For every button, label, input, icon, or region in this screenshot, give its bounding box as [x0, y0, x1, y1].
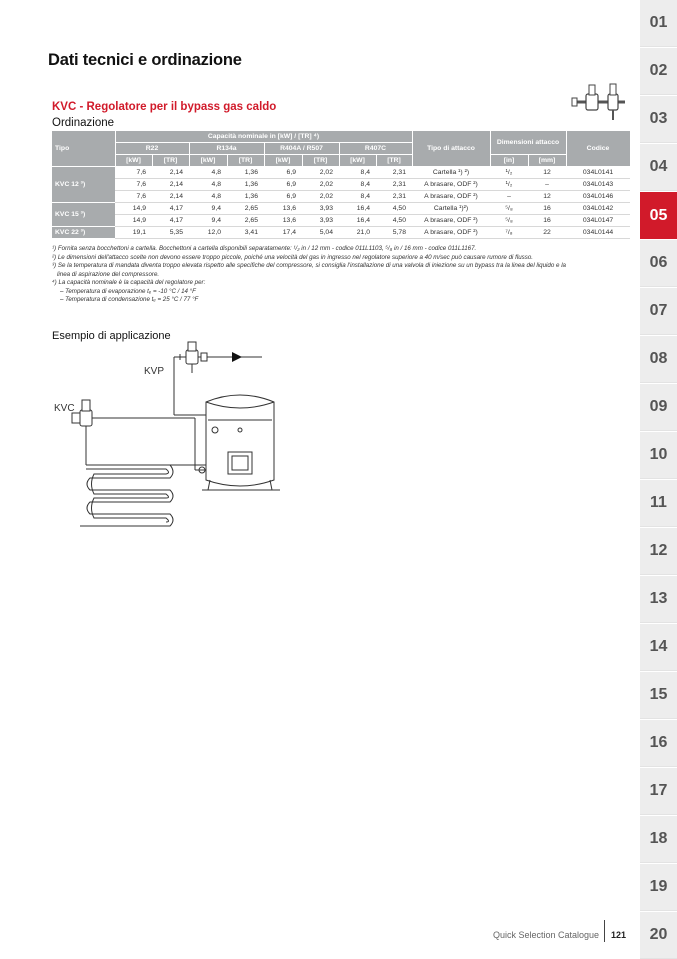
cell-mm: 12: [528, 167, 566, 179]
cell-r22-kw: 14,9: [115, 203, 152, 215]
cell-in: ⁷/₈: [490, 227, 528, 239]
type-cell: KVC 15 ³): [52, 203, 115, 227]
cell-r407c-tr: 4,50: [376, 215, 412, 227]
tab-chapter-02[interactable]: 02: [640, 48, 677, 95]
kvc-label: KVC: [54, 403, 75, 414]
cell-r134a-kw: 12,0: [189, 227, 227, 239]
cell-r134a-kw: 4,8: [189, 167, 227, 179]
cell-r404a-kw: 6,9: [264, 167, 302, 179]
footnote: ¹) Fornita senza bocchettoni a cartella. Bocchettoni a cartella disponibili separatamente: ¹/₂ in / 12 mm - codice 011L1103, ⁵/₈ in / 16 mm - codice 011L1167.: [52, 245, 477, 252]
header-attacco: Tipo di attacco: [412, 131, 490, 167]
cell-mm: 22: [528, 227, 566, 239]
tab-chapter-09[interactable]: 09: [640, 384, 677, 431]
page-number: 121: [611, 930, 627, 940]
cell-attacco: Cartella ¹)²): [412, 203, 490, 215]
cell-r407c-tr: 2,31: [376, 167, 412, 179]
product-title: KVC - Regolatore per il bypass gas caldo: [52, 101, 277, 113]
unit-kw: [kW]: [339, 155, 376, 167]
type-cell: KVC 12 ³): [52, 167, 115, 203]
footnote: linea di aspirazione del compressore.: [57, 270, 160, 278]
cell-r22-tr: 4,17: [152, 203, 189, 215]
cell-r404a-tr: 5,04: [302, 227, 339, 239]
footer-divider: [604, 920, 605, 942]
cell-r404a-kw: 13,6: [264, 215, 302, 227]
footnote: – Temperatura di condensazione tₑ = 25 °C / 77 °F: [60, 296, 199, 303]
cell-r134a-tr: 1,36: [227, 167, 264, 179]
cell-r134a-kw: 4,8: [189, 179, 227, 191]
footnote: ³) Se la temperatura di mandata diventa troppo elevata rispetto alle specifiche del compressore, si consiglia l'installazione di una valvola di iniezione su un bypass tra la linea del liquido e la: [52, 262, 567, 269]
footnote: ²) Le dimensioni dell'attacco scelte non devono essere troppo piccole, poiché una velocità del gas in ingresso nel regolatore superiore a 40 m/sec può causare rumore di flusso.: [52, 253, 533, 261]
cell-r407c-tr: 4,50: [376, 203, 412, 215]
tab-chapter-08[interactable]: 08: [640, 336, 677, 383]
header-tipo: Tipo: [52, 131, 115, 167]
cell-r134a-tr: 1,36: [227, 179, 264, 191]
tab-chapter-13[interactable]: 13: [640, 576, 677, 623]
tab-chapter-16[interactable]: 16: [640, 720, 677, 767]
cell-code: 034L0147: [566, 215, 630, 227]
cell-r407c-kw: 21,0: [339, 227, 376, 239]
section-title: Ordinazione: [52, 117, 115, 129]
cell-in: ¹/₂: [490, 179, 528, 191]
cell-r404a-kw: 13,6: [264, 203, 302, 215]
cell-attacco: A brasare, ODF ²): [412, 191, 490, 203]
tab-chapter-10[interactable]: 10: [640, 432, 677, 479]
cell-r22-kw: 7,6: [115, 191, 152, 203]
tab-chapter-03[interactable]: 03: [640, 96, 677, 143]
cell-r22-kw: 14,9: [115, 215, 152, 227]
unit-tr: [TR]: [152, 155, 189, 167]
cell-r22-kw: 7,6: [115, 179, 152, 191]
cell-r134a-kw: 4,8: [189, 191, 227, 203]
cell-attacco: A brasare, ODF ²): [412, 215, 490, 227]
cell-r404a-kw: 6,9: [264, 191, 302, 203]
cell-in: ⁵/₈: [490, 215, 528, 227]
cell-r404a-tr: 2,02: [302, 179, 339, 191]
kvp-label: KVP: [144, 366, 165, 377]
cell-attacco: A brasare, ODF ²): [412, 179, 490, 191]
cell-code: 034L0143: [566, 179, 630, 191]
unit-tr: [TR]: [302, 155, 339, 167]
footnotes: [52, 245, 632, 305]
cell-r404a-kw: 6,9: [264, 179, 302, 191]
cell-in: –: [490, 191, 528, 203]
table-row: [52, 167, 630, 179]
cell-r134a-tr: 3,41: [227, 227, 264, 239]
page-title: Dati tecnici e ordinazione: [48, 51, 242, 69]
table-row: [52, 203, 630, 215]
tab-chapter-11[interactable]: 11: [640, 480, 677, 527]
cell-attacco: A brasare, ODF ²): [412, 227, 490, 239]
cell-r407c-kw: 8,4: [339, 191, 376, 203]
cell-r22-tr: 2,14: [152, 179, 189, 191]
footnote: ⁴) La capacità nominale è la capacità del regolatore per:: [52, 279, 206, 286]
tab-chapter-20[interactable]: 20: [640, 912, 677, 959]
unit-tr: [TR]: [227, 155, 264, 167]
cell-code: 034L0144: [566, 227, 630, 239]
cell-code: 034L0142: [566, 203, 630, 215]
application-example-title: Esempio di applicazione: [52, 330, 171, 342]
cell-mm: 16: [528, 203, 566, 215]
header-dimensions: Dimensioni attacco: [490, 131, 566, 155]
tab-chapter-04[interactable]: 04: [640, 144, 677, 191]
cell-r134a-kw: 9,4: [189, 215, 227, 227]
unit-kw: [kW]: [264, 155, 302, 167]
footer-catalogue: Quick Selection Catalogue: [492, 930, 599, 940]
tab-chapter-18[interactable]: 18: [640, 816, 677, 863]
cell-r407c-kw: 16,4: [339, 215, 376, 227]
cell-mm: 12: [528, 191, 566, 203]
cell-code: 034L0146: [566, 191, 630, 203]
tab-chapter-07[interactable]: 07: [640, 288, 677, 335]
application-diagram: [50, 340, 290, 530]
unit-in: [in]: [490, 155, 528, 167]
cell-r134a-tr: 2,65: [227, 215, 264, 227]
header-r134a: R134a: [189, 143, 264, 155]
cell-r22-kw: 7,6: [115, 167, 152, 179]
footnote: – Temperatura di evaporazione tₑ = -10 °C / 14 °F: [60, 287, 196, 295]
table-row: [52, 191, 630, 203]
table-row: [52, 227, 630, 239]
cell-r404a-kw: 17,4: [264, 227, 302, 239]
unit-kw: [kW]: [189, 155, 227, 167]
cell-r404a-tr: 2,02: [302, 191, 339, 203]
cell-in: ¹/₂: [490, 167, 528, 179]
cell-r404a-tr: 2,02: [302, 167, 339, 179]
tab-chapter-05[interactable]: 05: [640, 192, 677, 239]
table-row: [52, 215, 630, 227]
cell-in: ⁵/₈: [490, 203, 528, 215]
cell-attacco: Cartella ¹) ²): [412, 167, 490, 179]
header-r404a: R404A / R507: [264, 143, 339, 155]
table-row: [52, 179, 630, 191]
tab-chapter-17[interactable]: 17: [640, 768, 677, 815]
header-codice: Codice: [566, 131, 630, 167]
header-r407c: R407C: [339, 143, 412, 155]
unit-tr: [TR]: [376, 155, 412, 167]
cell-code: 034L0141: [566, 167, 630, 179]
cell-r22-tr: 4,17: [152, 215, 189, 227]
cell-r407c-kw: 8,4: [339, 179, 376, 191]
type-cell: KVC 22 ³): [52, 227, 115, 239]
header-r22: R22: [115, 143, 189, 155]
tab-chapter-01[interactable]: 01: [640, 0, 677, 47]
cell-r22-tr: 2,14: [152, 191, 189, 203]
cell-r407c-tr: 5,78: [376, 227, 412, 239]
kvc-valve-icon: [570, 82, 630, 122]
cell-r407c-kw: 16,4: [339, 203, 376, 215]
cell-r134a-tr: 1,36: [227, 191, 264, 203]
tab-chapter-15[interactable]: 15: [640, 672, 677, 719]
unit-mm: [mm]: [528, 155, 566, 167]
cell-mm: 16: [528, 215, 566, 227]
tab-chapter-14[interactable]: 14: [640, 624, 677, 671]
cell-r22-kw: 19,1: [115, 227, 152, 239]
tab-chapter-12[interactable]: 12: [640, 528, 677, 575]
cell-r404a-tr: 3,93: [302, 203, 339, 215]
tab-chapter-06[interactable]: 06: [640, 240, 677, 287]
tab-chapter-19[interactable]: 19: [640, 864, 677, 911]
header-capacity: Capacità nominale in [kW] / [TR] ⁴): [115, 131, 412, 143]
cell-r407c-kw: 8,4: [339, 167, 376, 179]
cell-r407c-tr: 2,31: [376, 191, 412, 203]
cell-r22-tr: 2,14: [152, 167, 189, 179]
cell-r134a-kw: 9,4: [189, 203, 227, 215]
cell-r407c-tr: 2,31: [376, 179, 412, 191]
cell-r404a-tr: 3,93: [302, 215, 339, 227]
cell-r134a-tr: 2,65: [227, 203, 264, 215]
order-table: [52, 131, 631, 239]
unit-kw: [kW]: [115, 155, 152, 167]
cell-mm: –: [528, 179, 566, 191]
cell-r22-tr: 5,35: [152, 227, 189, 239]
